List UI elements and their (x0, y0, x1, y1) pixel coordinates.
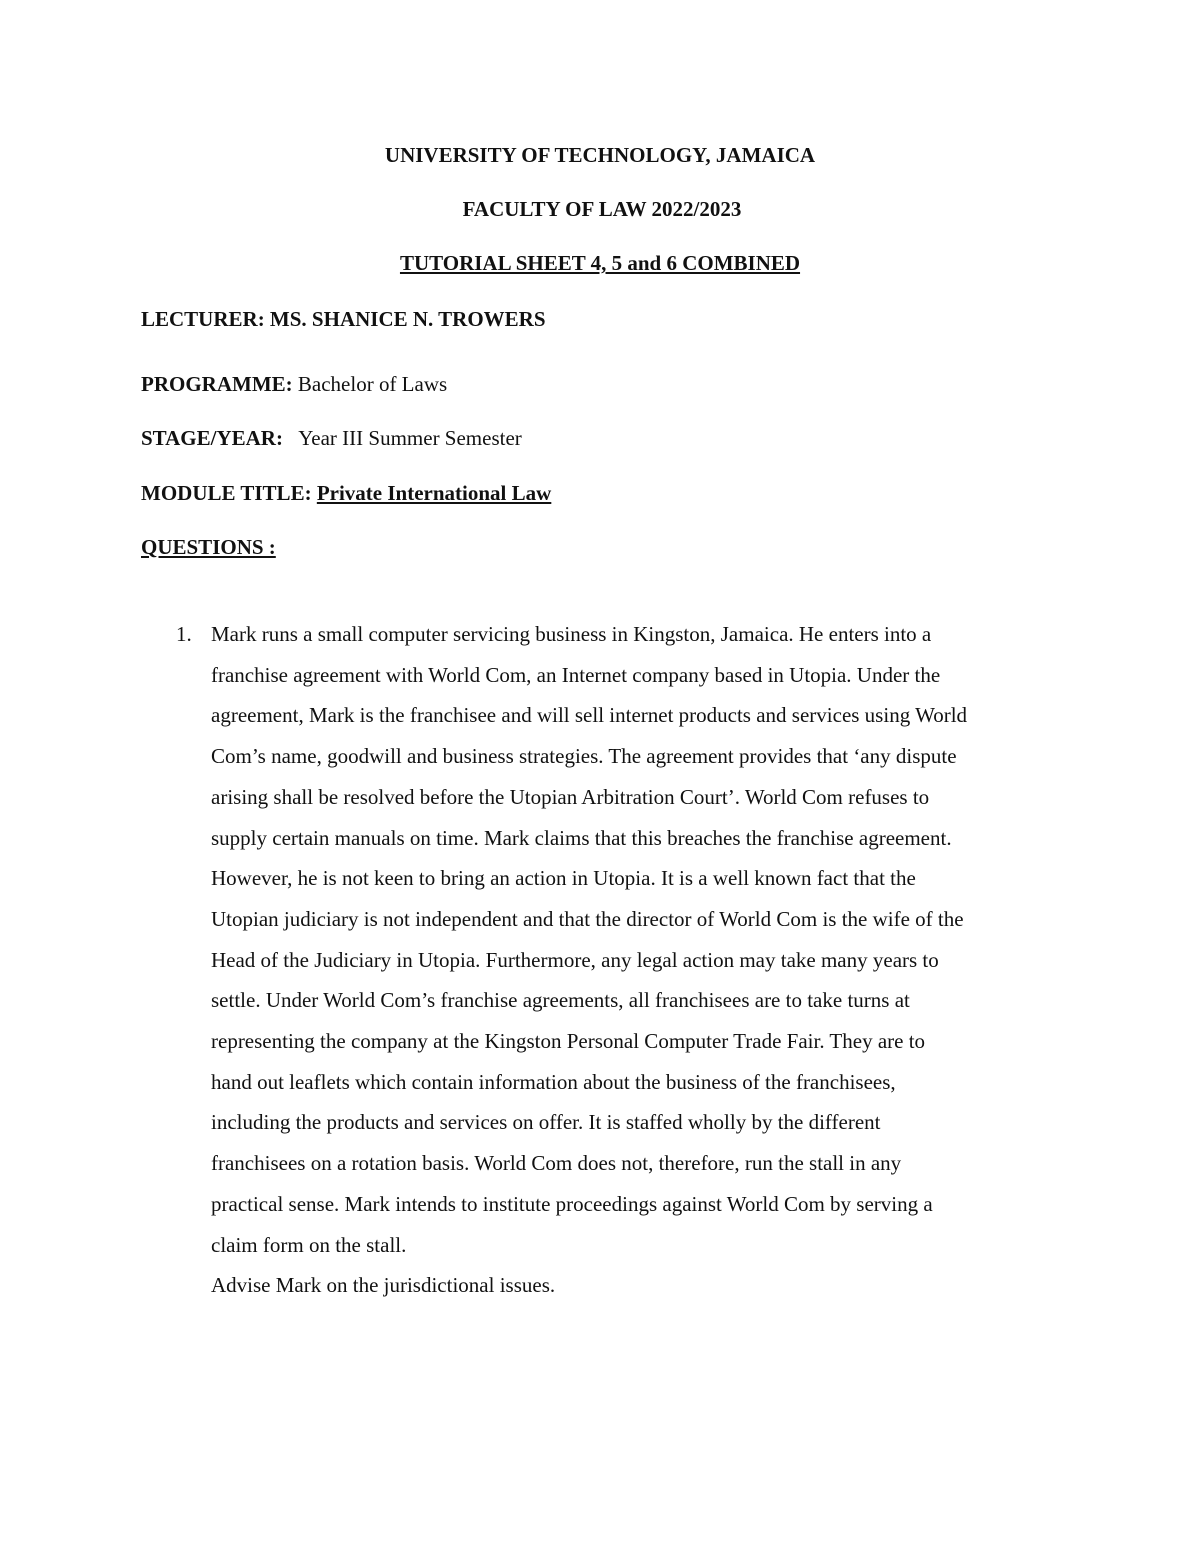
programme-line (141, 372, 447, 397)
stage-year-label: STAGE/YEAR: (141, 426, 283, 450)
question-line: including the products and services on offer. It is staffed wholly by the different (211, 1110, 881, 1135)
programme-value: Bachelor of Laws (297, 372, 448, 396)
question-line: agreement, Mark is the franchisee and will sell internet products and services using World (211, 703, 968, 728)
programme-label: PROGRAMME: (141, 372, 293, 396)
tutorial-sheet-title: TUTORIAL SHEET 4, 5 and 6 COMBINED (399, 251, 801, 275)
lecturer-line (141, 307, 546, 332)
question-line: supply certain manuals on time. Mark claims that this breaches the franchise agreement. (211, 825, 952, 850)
question-line: Head of the Judiciary in Utopia. Furthermore, any legal action may take many years to (211, 947, 939, 972)
questions-heading-line (141, 535, 276, 560)
question-line: practical sense. Mark intends to institute proceedings against World Com by serving a (211, 1191, 933, 1216)
module-title-label: MODULE TITLE: (141, 481, 312, 505)
question-line: Utopian judiciary is not independent and that the director of World Com is the wife of the (211, 906, 964, 931)
question-line: representing the company at the Kingston Personal Computer Trade Fair. They are to (211, 1029, 926, 1054)
question-number: 1. (176, 622, 192, 646)
question-text (211, 614, 1071, 1306)
question-prompt: Advise Mark on the jurisdictional issues. (211, 1273, 556, 1298)
question-line: franchisees on a rotation basis. World Com does not, therefore, run the stall in any (211, 1151, 902, 1176)
stage-year-value: Year III Summer Semester (298, 426, 522, 450)
faculty-title: FACULTY OF LAW 2022/2023 (462, 197, 742, 221)
university-title: UNIVERSITY OF TECHNOLOGY, JAMAICA (384, 143, 816, 167)
question-line: However, he is not keen to bring an action in Utopia. It is a well known fact that the (211, 866, 916, 891)
question-line: Com’s name, goodwill and business strategies. The agreement provides that ‘any dispute (211, 744, 957, 769)
question-line: arising shall be resolved before the Utopian Arbitration Court’. World Com refuses to (211, 784, 930, 809)
question-line: claim form on the stall. (211, 1232, 407, 1257)
question-item (141, 614, 1071, 1306)
question-line: franchise agreement with World Com, an Internet company based in Utopia. Under the (211, 662, 941, 687)
question-list (141, 614, 1071, 1306)
questions-heading: QUESTIONS : (141, 535, 276, 559)
module-title-value: Private International Law (316, 481, 552, 505)
module-title-line (141, 481, 551, 506)
question-line: settle. Under World Com’s franchise agreements, all franchisees are to take turns at (211, 988, 910, 1013)
stage-year-line (141, 426, 522, 451)
question-line: hand out leaflets which contain information about the business of the franchisees, (211, 1069, 896, 1094)
question-line: Mark runs a small computer servicing business in Kingston, Jamaica. He enters into a (211, 622, 932, 646)
lecturer-text: LECTURER: MS. SHANICE N. TROWERS (141, 307, 546, 331)
